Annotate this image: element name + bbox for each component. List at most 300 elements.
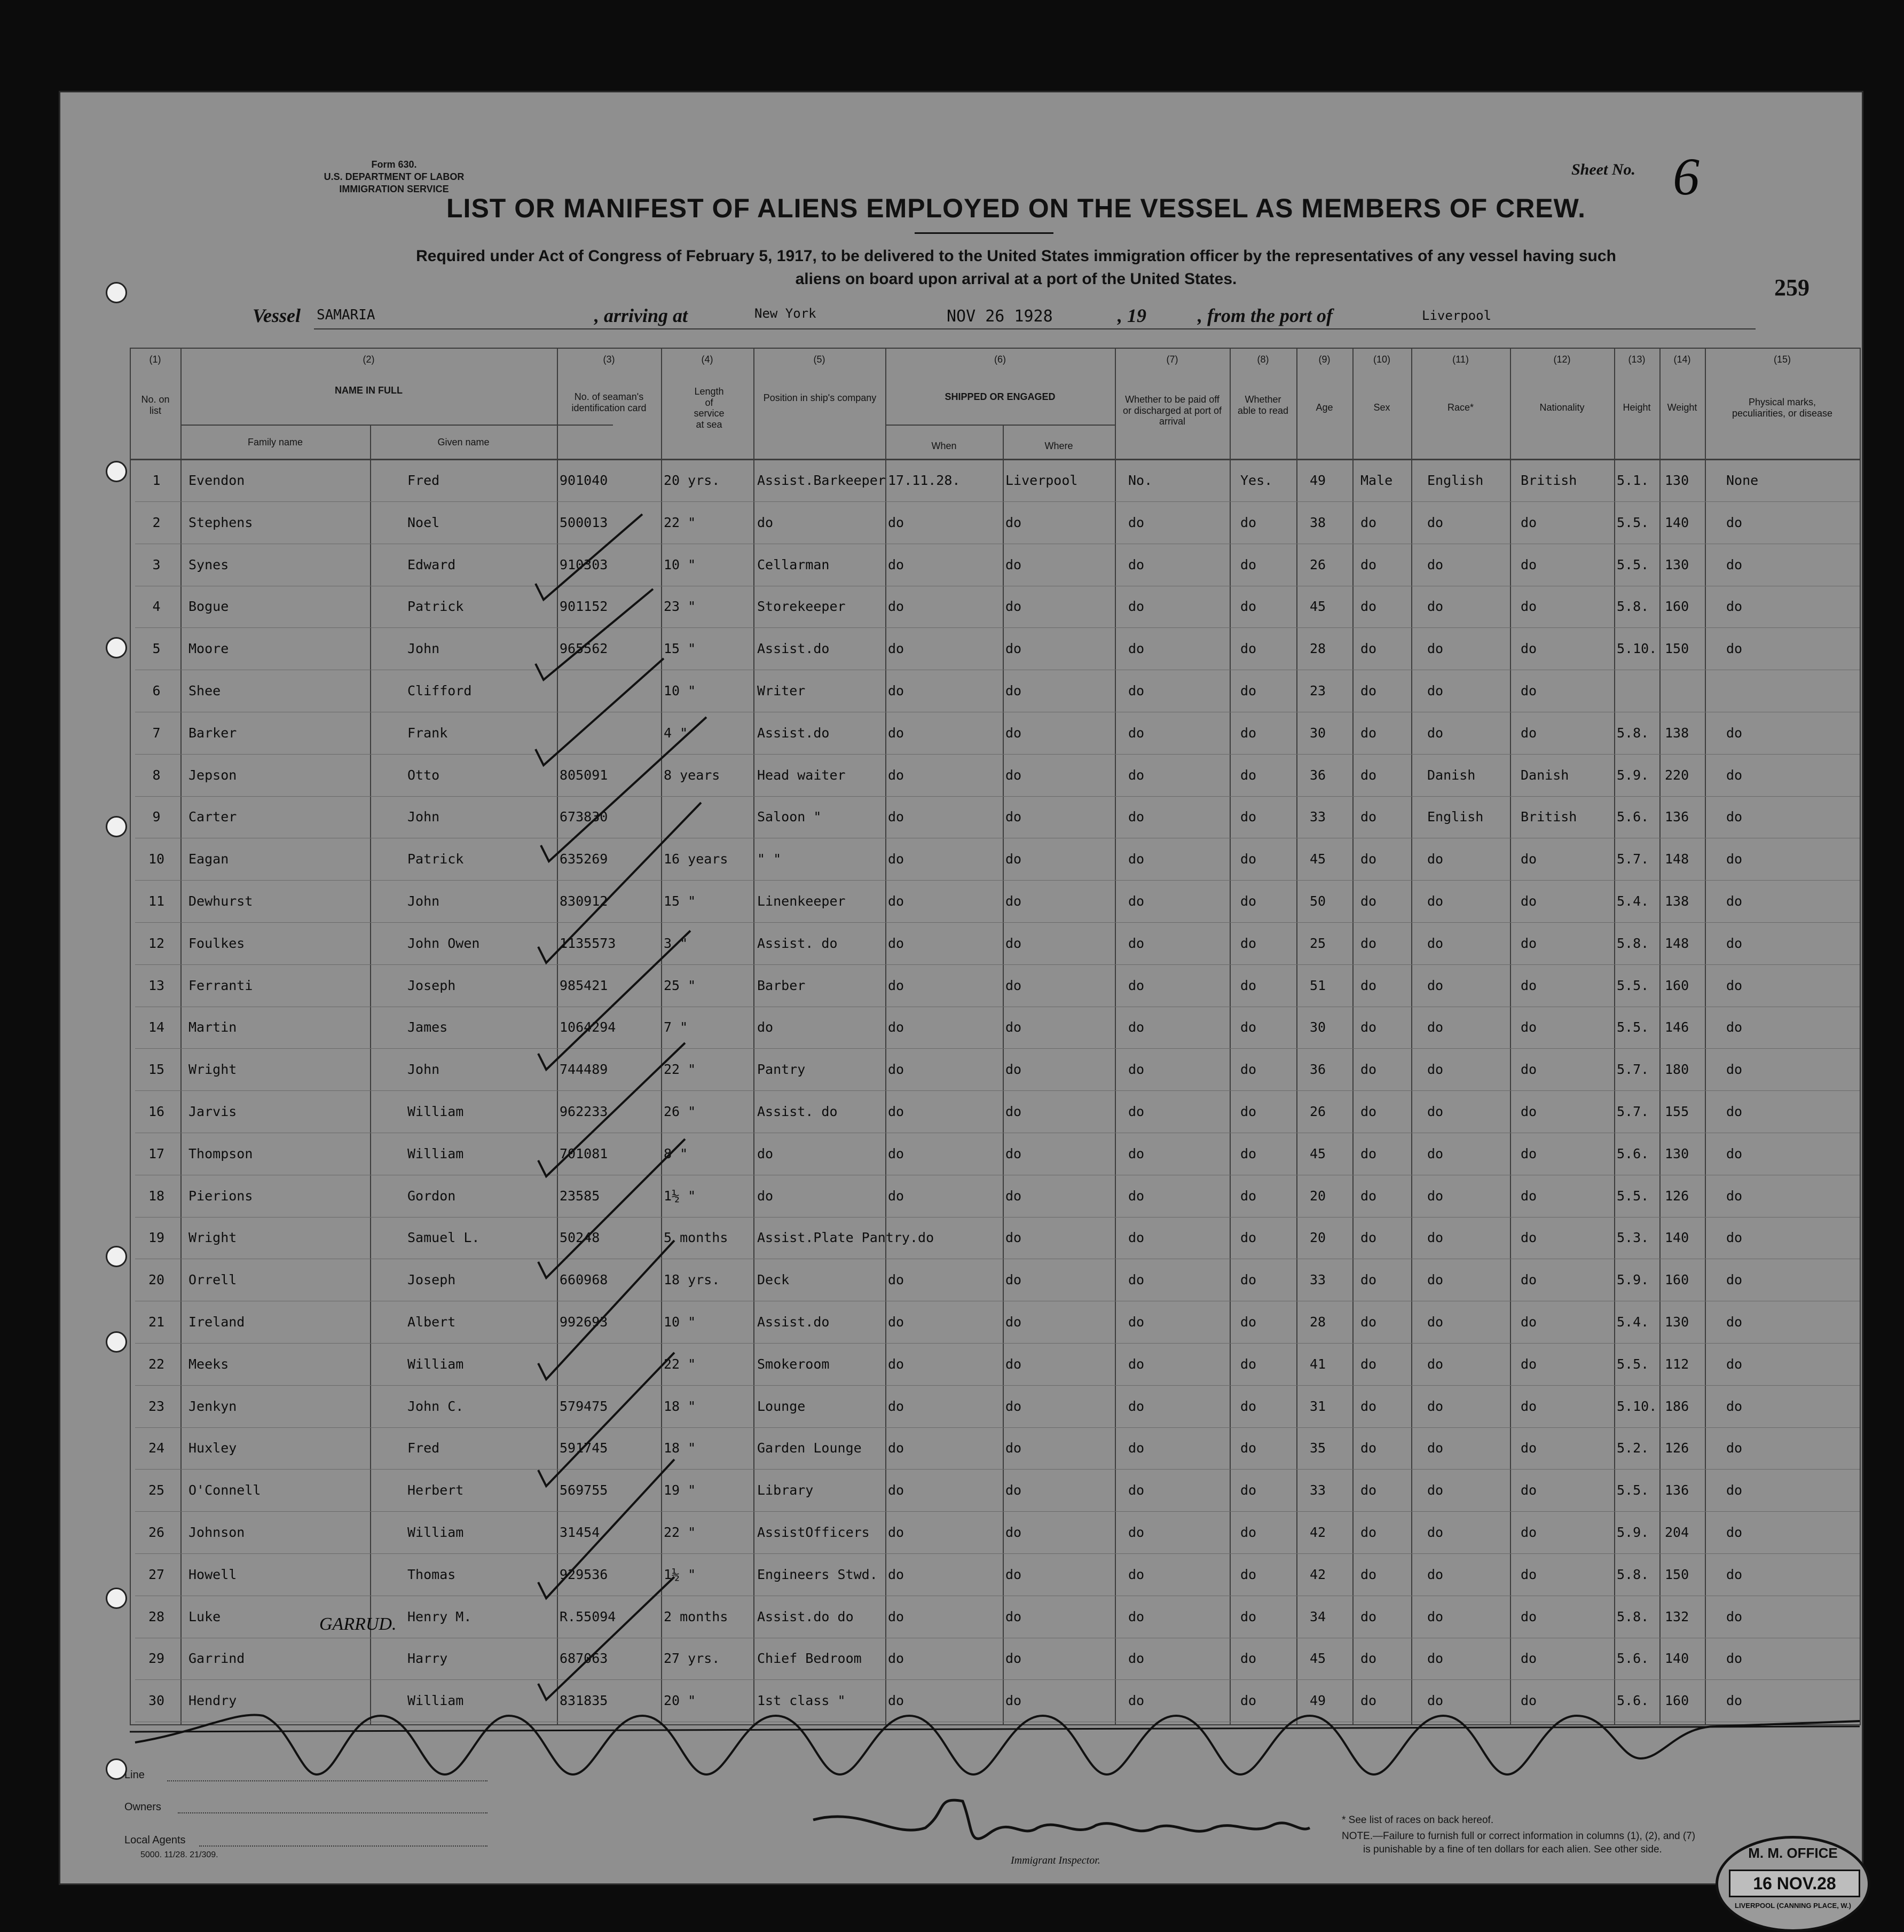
cell-paid: do — [1128, 556, 1145, 572]
cell-age: 45 — [1310, 1651, 1326, 1667]
cell-given: Patrick — [407, 599, 464, 615]
cell-sex: Male — [1360, 473, 1393, 488]
cell-given: William — [407, 1145, 464, 1161]
col-label-nationality: Nationality — [1539, 402, 1585, 413]
cell-when: do — [888, 514, 904, 530]
cell-weight: 146 — [1665, 1019, 1689, 1035]
cell-paid: do — [1128, 1566, 1145, 1582]
cell-weight: 160 — [1665, 977, 1689, 993]
cell-nat: do — [1521, 1693, 1537, 1709]
cell-given: Frank — [407, 725, 448, 741]
cell-sex: do — [1360, 935, 1377, 951]
cell-read: do — [1240, 641, 1257, 657]
col-num-4: (4) — [701, 354, 713, 365]
cell-no: 7 — [152, 725, 161, 741]
cell-family: O'Connell — [188, 1482, 261, 1498]
cell-where: do — [1005, 1145, 1022, 1161]
cell-race: do — [1427, 1062, 1444, 1078]
cell-weight: 155 — [1665, 1104, 1689, 1119]
cell-race: do — [1427, 683, 1444, 698]
cell-family: Wright — [188, 1230, 237, 1246]
cell-age: 42 — [1310, 1525, 1326, 1540]
cell-read: do — [1240, 1566, 1257, 1582]
cell-no: 11 — [148, 893, 165, 909]
cell-card: 831835 — [560, 1693, 608, 1709]
col-label-card: No. of seaman's identification card — [571, 391, 647, 413]
cell-no: 28 — [148, 1608, 165, 1624]
cell-age: 51 — [1310, 977, 1326, 993]
cell-marks: do — [1726, 1145, 1743, 1161]
cell-weight: 140 — [1665, 1230, 1689, 1246]
cell-given: Thomas — [407, 1566, 456, 1582]
cell-race: do — [1427, 514, 1444, 530]
cell-read: do — [1240, 683, 1257, 698]
col-num-12: (12) — [1553, 354, 1571, 365]
cell-race: do — [1427, 1145, 1444, 1161]
cell-when: do — [888, 893, 904, 909]
cell-read: do — [1240, 935, 1257, 951]
cell-given: William — [407, 1693, 464, 1709]
subtitle-line-1: Required under Act of Congress of February 5, 1917, to be delivered to the United States immigration officer by the representatives of any vessel having such — [416, 247, 1616, 265]
cell-paid: do — [1128, 1482, 1145, 1498]
cell-position: Engineers Stwd. — [757, 1566, 878, 1582]
cell-paid: do — [1128, 767, 1145, 783]
cell-family: Moore — [188, 641, 229, 657]
cell-weight: 136 — [1665, 1482, 1689, 1498]
cell-sex: do — [1360, 1356, 1377, 1372]
cell-position: do — [757, 514, 774, 530]
cell-family: Carter — [188, 809, 237, 825]
cell-when: do — [888, 1188, 904, 1204]
cell-age: 35 — [1310, 1440, 1326, 1456]
cell-given: Henry M. — [407, 1608, 472, 1624]
cell-nat: do — [1521, 1398, 1537, 1414]
cell-race: do — [1427, 1104, 1444, 1119]
cell-position: Saloon " — [757, 809, 822, 825]
department-name: U.S. DEPARTMENT OF LABOR — [324, 171, 465, 182]
cell-position: Assist.do do — [757, 1608, 854, 1624]
cell-read: do — [1240, 767, 1257, 783]
cell-paid: do — [1128, 1188, 1145, 1204]
cell-marks: do — [1726, 1356, 1743, 1372]
cell-position: Cellarman — [757, 556, 830, 572]
cell-family: Garrind — [188, 1651, 245, 1667]
cell-position: Assist.do — [757, 641, 830, 657]
cell-sex: do — [1360, 1145, 1377, 1161]
cell-paid: do — [1128, 1272, 1145, 1288]
cell-service: 16 years — [664, 851, 728, 867]
cell-service: 23 " — [664, 599, 696, 615]
cell-read: do — [1240, 1693, 1257, 1709]
cell-marks: do — [1726, 1566, 1743, 1582]
cell-where: do — [1005, 599, 1022, 615]
cell-nat: do — [1521, 641, 1537, 657]
cell-height: 5.6. — [1617, 1145, 1649, 1161]
cell-race: do — [1427, 1693, 1444, 1709]
cell-when: do — [888, 851, 904, 867]
page-title: LIST OR MANIFEST OF ALIENS EMPLOYED ON THE VESSEL AS MEMBERS OF CREW. — [446, 193, 1586, 223]
cell-race: do — [1427, 641, 1444, 657]
cell-no: 13 — [148, 977, 165, 993]
cell-nat: do — [1521, 1104, 1537, 1119]
cell-age: 49 — [1310, 473, 1326, 488]
cell-when: do — [888, 977, 904, 993]
cell-paid: do — [1128, 683, 1145, 698]
cancel-line — [130, 1726, 1860, 1732]
cell-when: do — [888, 725, 904, 741]
cell-card: 830912 — [560, 893, 608, 909]
cell-service: 8 years — [664, 767, 720, 783]
cell-height: 5.5. — [1617, 1188, 1649, 1204]
cell-nat: do — [1521, 935, 1537, 951]
cell-where: do — [1005, 893, 1022, 909]
races-note: * See list of races on back hereof. — [1342, 1815, 1494, 1826]
cell-weight: 132 — [1665, 1608, 1689, 1624]
cell-where: do — [1005, 1188, 1022, 1204]
cell-service: 20 " — [664, 1693, 696, 1709]
cell-nat: do — [1521, 556, 1537, 572]
cell-given: William — [407, 1525, 464, 1540]
cell-nat: do — [1521, 1566, 1537, 1582]
cell-no: 24 — [148, 1440, 165, 1456]
cell-nat: do — [1521, 1272, 1537, 1288]
cell-weight: 160 — [1665, 1693, 1689, 1709]
cell-weight: 130 — [1665, 1314, 1689, 1330]
cell-card: 962233 — [560, 1104, 608, 1119]
cell-no: 6 — [152, 683, 161, 698]
cell-no: 20 — [148, 1272, 165, 1288]
cell-age: 36 — [1310, 1062, 1326, 1078]
cell-paid: do — [1128, 725, 1145, 741]
form-number: Form 630. — [371, 159, 417, 170]
cell-sex: do — [1360, 1062, 1377, 1078]
cell-sex: do — [1360, 1651, 1377, 1667]
cell-where: do — [1005, 1356, 1022, 1372]
cell-nat: do — [1521, 683, 1537, 698]
cell-nat: do — [1521, 1651, 1537, 1667]
col-label-paid-off: Whether to be paid off or discharged at port of arrival — [1122, 394, 1222, 427]
cell-position: Barber — [757, 977, 806, 993]
mm-office-stamp — [1716, 1836, 1870, 1932]
cell-when: do — [888, 599, 904, 615]
cell-read: do — [1240, 514, 1257, 530]
cell-family: Orrell — [188, 1272, 237, 1288]
cell-service: 3 " — [664, 935, 688, 951]
cell-nat: do — [1521, 1482, 1537, 1498]
cell-no: 5 — [152, 641, 161, 657]
cell-sex: do — [1360, 599, 1377, 615]
cell-marks: do — [1726, 1651, 1743, 1667]
cell-where: do — [1005, 1398, 1022, 1414]
cell-race: do — [1427, 1019, 1444, 1035]
cell-no: 4 — [152, 599, 161, 615]
cell-where: do — [1005, 641, 1022, 657]
local-agents-label: Local Agents — [124, 1834, 186, 1846]
cell-nat: do — [1521, 1188, 1537, 1204]
cell-position: " " — [757, 851, 782, 867]
cell-no: 21 — [148, 1314, 165, 1330]
owners-label: Owners — [124, 1801, 161, 1813]
cell-marks: do — [1726, 1525, 1743, 1540]
cell-sex: do — [1360, 1608, 1377, 1624]
cell-family: Synes — [188, 556, 229, 572]
cell-position: Smokeroom — [757, 1356, 830, 1372]
cell-family: Hendry — [188, 1693, 237, 1709]
cell-paid: do — [1128, 893, 1145, 909]
cell-no: 15 — [148, 1062, 165, 1078]
cell-race: do — [1427, 556, 1444, 572]
cell-marks: do — [1726, 1482, 1743, 1498]
cell-height: 5.7. — [1617, 1104, 1649, 1119]
cell-read: do — [1240, 1482, 1257, 1498]
cell-no: 22 — [148, 1356, 165, 1372]
cell-marks: do — [1726, 1104, 1743, 1119]
cell-card: 992693 — [560, 1314, 608, 1330]
cell-given: John C. — [407, 1398, 464, 1414]
cell-nat: British — [1521, 473, 1577, 488]
cell-sex: do — [1360, 851, 1377, 867]
cell-marks: do — [1726, 977, 1743, 993]
cell-height: 5.9. — [1617, 767, 1649, 783]
cell-paid: do — [1128, 1145, 1145, 1161]
col-num-6: (6) — [994, 354, 1006, 365]
cell-when: do — [888, 1314, 904, 1330]
cell-position: Deck — [757, 1272, 790, 1288]
cell-card: 635269 — [560, 851, 608, 867]
cell-paid: do — [1128, 1019, 1145, 1035]
cell-given: Harry — [407, 1651, 448, 1667]
cell-paid: do — [1128, 1525, 1145, 1540]
col-num-10: (10) — [1373, 354, 1390, 365]
cell-position: AssistOfficers — [757, 1525, 870, 1540]
cell-family: Ferranti — [188, 977, 253, 993]
cell-read: do — [1240, 1356, 1257, 1372]
cell-no: 26 — [148, 1525, 165, 1540]
cell-read: do — [1240, 1019, 1257, 1035]
cell-no: 23 — [148, 1398, 165, 1414]
cell-height: 5.8. — [1617, 1608, 1649, 1624]
cell-family: Eagan — [188, 851, 229, 867]
cell-age: 23 — [1310, 683, 1326, 698]
cell-age: 20 — [1310, 1230, 1326, 1246]
col-label-name: NAME IN FULL — [335, 385, 403, 396]
cell-given: Herbert — [407, 1482, 464, 1498]
cell-sex: do — [1360, 1272, 1377, 1288]
cell-paid: do — [1128, 935, 1145, 951]
cell-nat: do — [1521, 599, 1537, 615]
cell-marks: do — [1726, 851, 1743, 867]
cell-family: Huxley — [188, 1440, 237, 1456]
cell-weight: 150 — [1665, 1566, 1689, 1582]
cell-age: 33 — [1310, 1482, 1326, 1498]
cell-position: do — [757, 1019, 774, 1035]
cell-card: 701081 — [560, 1145, 608, 1161]
cell-given: John Owen — [407, 935, 480, 951]
cell-where: do — [1005, 767, 1022, 783]
cell-height: 5.10. — [1617, 1398, 1657, 1414]
cell-marks: do — [1726, 1188, 1743, 1204]
cell-where: do — [1005, 1104, 1022, 1119]
cell-sex: do — [1360, 767, 1377, 783]
cell-read: Yes. — [1240, 473, 1273, 488]
cell-card: 31454 — [560, 1525, 600, 1540]
arrival-date: NOV 26 1928 — [947, 307, 1053, 326]
cell-weight: 130 — [1665, 556, 1689, 572]
cell-no: 27 — [148, 1566, 165, 1582]
year-label: , 19 — [1118, 305, 1146, 326]
cell-height: 5.9. — [1617, 1272, 1649, 1288]
cell-where: do — [1005, 1230, 1022, 1246]
cell-sex: do — [1360, 725, 1377, 741]
cell-when: do — [888, 1482, 904, 1498]
cell-paid: do — [1128, 1608, 1145, 1624]
cell-marks: do — [1726, 641, 1743, 657]
cell-when: do — [888, 935, 904, 951]
cell-nat: do — [1521, 1062, 1537, 1078]
cell-family: Stephens — [188, 514, 253, 530]
cell-service: 22 " — [664, 1525, 696, 1540]
service-name: IMMIGRATION SERVICE — [339, 184, 449, 194]
col-num-3: (3) — [603, 354, 615, 365]
cell-race: do — [1427, 1356, 1444, 1372]
cell-sex: do — [1360, 514, 1377, 530]
cell-read: do — [1240, 977, 1257, 993]
cell-race: English — [1427, 809, 1484, 825]
cell-position: Garden Lounge — [757, 1440, 862, 1456]
cell-when: do — [888, 767, 904, 783]
cell-position: Assist. do — [757, 935, 838, 951]
cell-service: 8 " — [664, 1145, 688, 1161]
cell-paid: do — [1128, 1440, 1145, 1456]
cell-read: do — [1240, 556, 1257, 572]
cell-weight: 150 — [1665, 641, 1689, 657]
cell-age: 25 — [1310, 935, 1326, 951]
col-label-shipped: SHIPPED OR ENGAGED — [945, 391, 1056, 402]
col-label-given: Given name — [437, 437, 490, 447]
cell-family: Pierions — [188, 1188, 253, 1204]
stamp-top-text: M. M. OFFICE — [1748, 1845, 1838, 1861]
cell-service: 26 " — [664, 1104, 696, 1119]
cell-height: 5.8. — [1617, 1566, 1649, 1582]
cell-weight: 138 — [1665, 725, 1689, 741]
cell-no: 12 — [148, 935, 165, 951]
cell-when: 17.11.28. — [888, 473, 961, 488]
cell-marks: do — [1726, 599, 1743, 615]
cell-age: 45 — [1310, 599, 1326, 615]
cell-card: 660968 — [560, 1272, 608, 1288]
cell-race: English — [1427, 473, 1484, 488]
cell-where: do — [1005, 1566, 1022, 1582]
cell-height: 5.7. — [1617, 851, 1649, 867]
cell-where: do — [1005, 683, 1022, 698]
cell-card: 23585 — [560, 1188, 600, 1204]
cell-no: 18 — [148, 1188, 165, 1204]
penalty-note-1: NOTE.—Failure to furnish full or correct information in columns (1), (2), and (7) — [1342, 1831, 1696, 1842]
cell-height: 5.1. — [1617, 473, 1649, 488]
cell-read: do — [1240, 1440, 1257, 1456]
cell-read: do — [1240, 1188, 1257, 1204]
cell-age: 28 — [1310, 641, 1326, 657]
col-num-8: (8) — [1257, 354, 1269, 365]
cell-no: 30 — [148, 1693, 165, 1709]
cell-where: do — [1005, 514, 1022, 530]
cell-service: 4 " — [664, 725, 688, 741]
cell-race: do — [1427, 1440, 1444, 1456]
cell-where: Liverpool — [1005, 473, 1078, 488]
cell-height: 5.6. — [1617, 1693, 1649, 1709]
cell-card: 50248 — [560, 1230, 600, 1246]
cell-race: do — [1427, 977, 1444, 993]
cell-marks: do — [1726, 1019, 1743, 1035]
cell-height: 5.3. — [1617, 1230, 1649, 1246]
cell-sex: do — [1360, 977, 1377, 993]
col-label-weight: Weight — [1667, 402, 1697, 413]
cell-marks: do — [1726, 1693, 1743, 1709]
cell-card: 591745 — [560, 1440, 608, 1456]
col-num-1: (1) — [149, 354, 161, 365]
cell-service: 7 " — [664, 1019, 688, 1035]
stamp-bottom-text: LIVERPOOL (CANNING PLACE, W.) — [1735, 1902, 1851, 1910]
cell-nat: do — [1521, 725, 1537, 741]
cell-where: do — [1005, 851, 1022, 867]
cell-race: do — [1427, 599, 1444, 615]
cell-where: do — [1005, 1651, 1022, 1667]
cell-age: 50 — [1310, 893, 1326, 909]
cell-sex: do — [1360, 1525, 1377, 1540]
cell-no: 1 — [152, 473, 161, 488]
cell-weight: 220 — [1665, 767, 1689, 783]
cell-card: 744489 — [560, 1062, 608, 1078]
cell-weight: 140 — [1665, 514, 1689, 530]
cell-weight: 186 — [1665, 1398, 1689, 1414]
cell-read: do — [1240, 851, 1257, 867]
cell-age: 36 — [1310, 767, 1326, 783]
sheet-number-label: Sheet No. — [1571, 161, 1635, 178]
cell-position: Chief Bedroom — [757, 1651, 862, 1667]
cell-age: 33 — [1310, 809, 1326, 825]
cell-sex: do — [1360, 809, 1377, 825]
from-port-label: , from the port of — [1198, 305, 1333, 326]
cell-sex: do — [1360, 893, 1377, 909]
cell-family: Foulkes — [188, 935, 245, 951]
handwritten-correction: GARRUD. — [319, 1614, 397, 1634]
cell-marks: do — [1726, 725, 1743, 741]
cell-age: 42 — [1310, 1566, 1326, 1582]
cell-card: 901040 — [560, 473, 608, 488]
cell-where: do — [1005, 1314, 1022, 1330]
cell-service: 22 " — [664, 514, 696, 530]
cell-service: 15 " — [664, 893, 696, 909]
cell-marks: do — [1726, 1314, 1743, 1330]
cell-no: 25 — [148, 1482, 165, 1498]
cell-when: do — [888, 809, 904, 825]
cell-marks: do — [1726, 556, 1743, 572]
cell-race: do — [1427, 1314, 1444, 1330]
cell-service: 2 months — [664, 1608, 728, 1624]
cancel-wave — [135, 1715, 1860, 1774]
cell-service: 22 " — [664, 1356, 696, 1372]
cell-sex: do — [1360, 1693, 1377, 1709]
cell-when: do — [888, 1566, 904, 1582]
cell-age: 45 — [1310, 851, 1326, 867]
inspector-label: Immigrant Inspector. — [1011, 1855, 1100, 1866]
cell-service: 25 " — [664, 977, 696, 993]
cell-when: do — [888, 1651, 904, 1667]
vessel-label: Vessel — [253, 305, 301, 326]
cell-sex: do — [1360, 1188, 1377, 1204]
col-label-when: When — [931, 441, 957, 451]
cell-service: 1½ " — [664, 1188, 696, 1204]
